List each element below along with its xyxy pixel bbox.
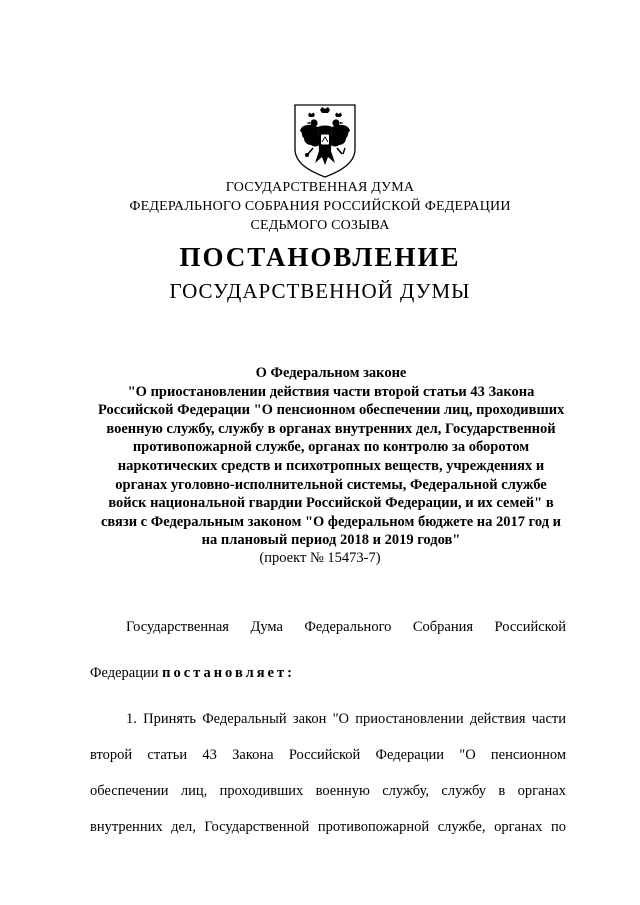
subject-line: Российской Федерации "О пенсионном обеспечении лиц, проходивших: [98, 402, 565, 419]
subject-line: войск национальной гвардии Российской Федерации, и их семей" в: [108, 495, 554, 512]
subject-line: военную службу, службу в органах внутренних дел, Государственной: [106, 420, 556, 437]
paragraph-1-line: 1. Принять Федеральный закон "О приостановлении действия части: [126, 711, 566, 727]
subject-line: связи с Федеральным законом "О федеральном бюджете на 2017 год и: [100, 513, 562, 530]
document-subject: [98, 364, 564, 550]
preamble-text: Федерации: [90, 665, 163, 681]
document-type-title: ПОСТАНОВЛЕНИЕ: [179, 242, 461, 272]
preamble-line-2: [90, 664, 566, 682]
subject-line: органах уголовно-исполнительной системы, Федеральной службе: [115, 476, 547, 493]
subject-line: наркотических средств и психотропных веществ, учреждениях и: [117, 457, 545, 474]
subject-line: "О приостановлении действия части второй статьи 43 Закона: [127, 383, 535, 400]
issuing-body-header: [0, 178, 640, 235]
header-line-2: ФЕДЕРАЛЬНОГО СОБРАНИЯ РОССИЙСКОЙ ФЕДЕРАЦИИ: [129, 199, 511, 214]
preamble-line-1: Государственная Дума Федерального Собрания Российской: [126, 619, 566, 635]
paragraph-1-line: второй статьи 43 Закона Российской Федерации "О пенсионном: [90, 747, 566, 763]
project-number: (проект № 15473-7): [259, 550, 381, 566]
paragraph-1-line: обеспечении лиц, проходивших военную службу, службу в органах: [90, 783, 566, 799]
header-line-3: СЕДЬМОГО СОЗЫВА: [250, 218, 390, 233]
header-line-1: ГОСУДАРСТВЕННАЯ ДУМА: [225, 180, 415, 195]
resolves-keyword: постановляет:: [162, 665, 295, 681]
paragraph-1-line: внутренних дел, Государственной противопожарной службе, органах по: [90, 819, 566, 835]
subject-line: О Федеральном законе: [255, 365, 407, 381]
subject-line: противопожарной службе, органах по контролю за оборотом: [132, 439, 530, 456]
coat-of-arms-icon: [291, 101, 359, 179]
document-issuer-title: ГОСУДАРСТВЕННОЙ ДУМЫ: [169, 279, 471, 303]
subject-line: на плановый период 2018 и 2019 годов": [201, 532, 461, 549]
